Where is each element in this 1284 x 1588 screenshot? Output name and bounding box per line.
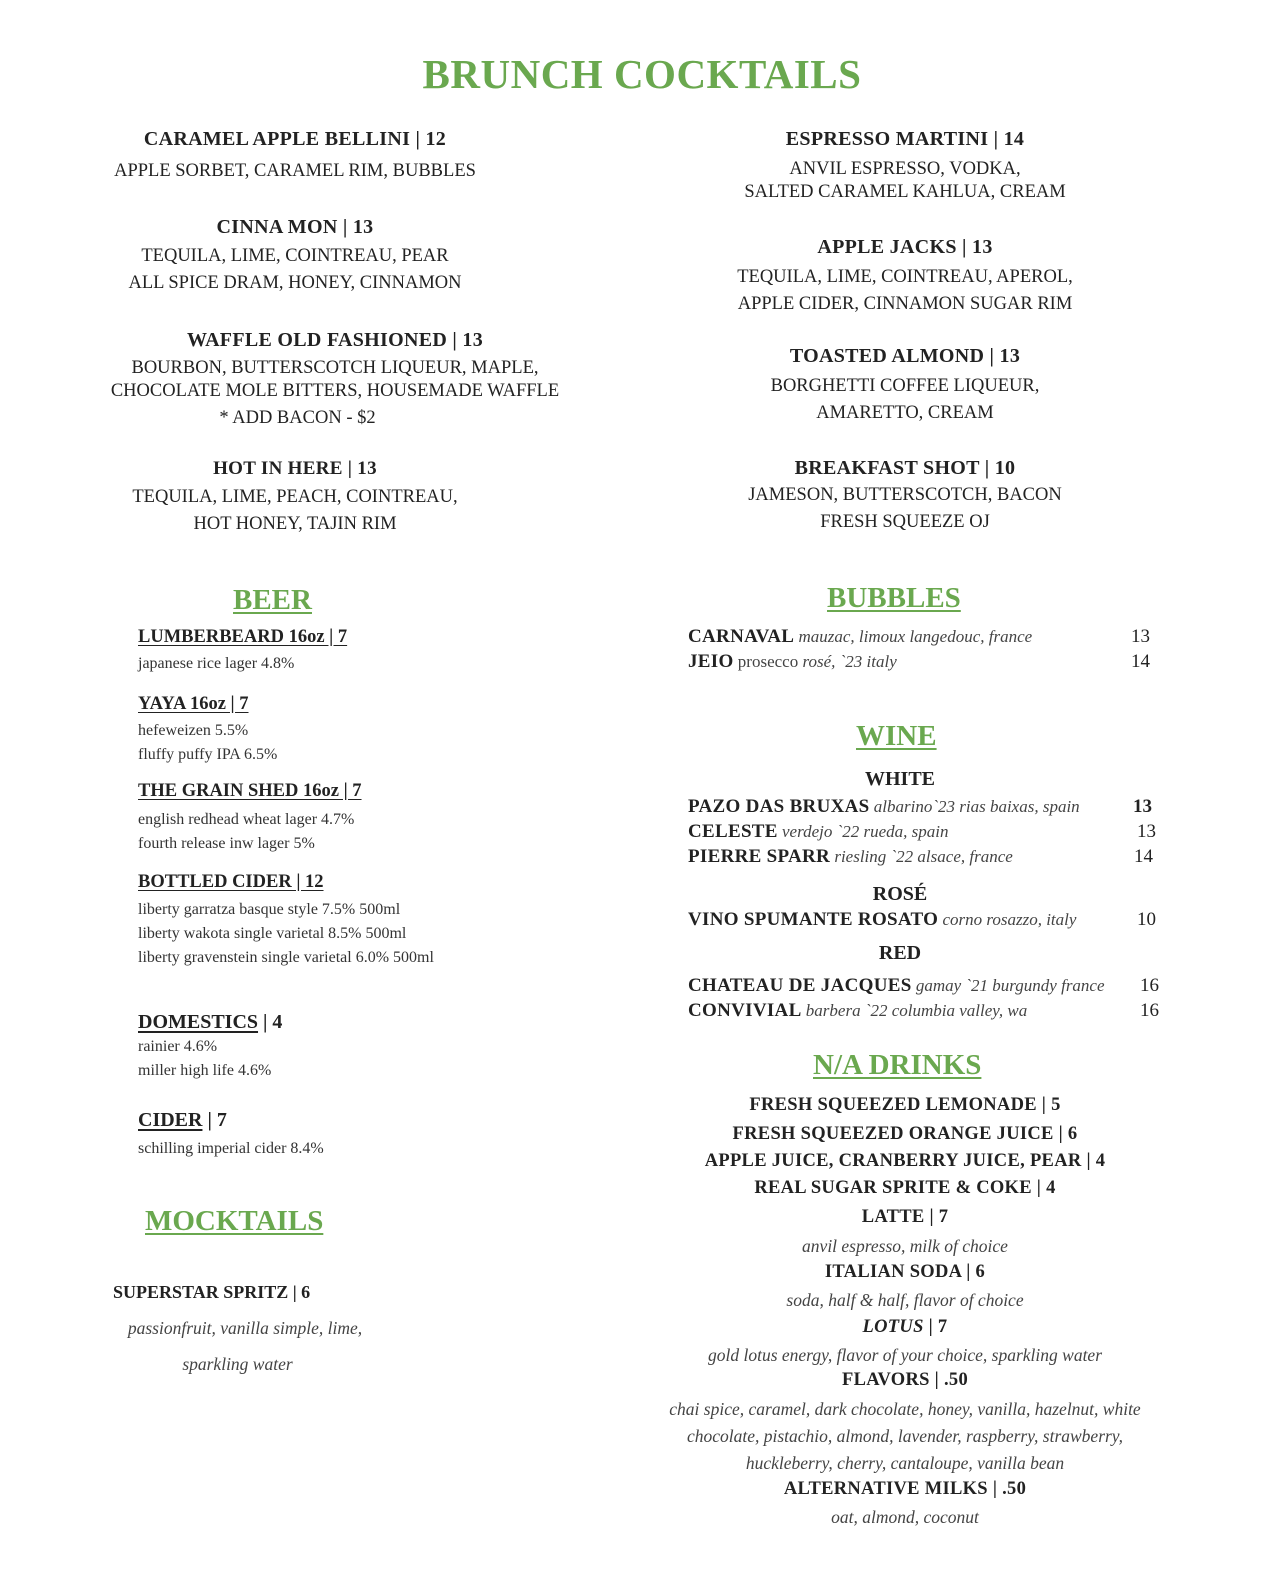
cocktail-name: HOT IN HERE | 13 (213, 458, 377, 479)
beer-desc: miller high life 4.6% (138, 1062, 272, 1079)
cocktail-desc: JAMESON, BUTTERSCOTCH, BACON (748, 485, 1062, 505)
cocktail-desc: SALTED CARAMEL KAHLUA, CREAM (744, 182, 1066, 202)
wine-item: PAZO DAS BRUXAS albarino`23 rias baixas, spain (688, 796, 1080, 817)
na-desc: chocolate, pistachio, almond, lavender, raspberry, strawberry, (686, 1426, 1123, 1446)
beer-desc: liberty garratza basque style 7.5% 500ml (138, 901, 401, 918)
na-heading: N/A DRINKS (813, 1049, 982, 1081)
beer-desc: hefeweizen 5.5% (138, 722, 249, 739)
cocktail-name: ESPRESSO MARTINI | 14 (785, 128, 1025, 150)
beer-name: CIDER | 7 (138, 1109, 227, 1131)
cocktail-name: WAFFLE OLD FASHIONED | 13 (186, 329, 483, 351)
na-desc: gold lotus energy, flavor of your choice, sparkling water (707, 1345, 1103, 1365)
na-item: APPLE JUICE, CRANBERRY JUICE, PEAR | 4 (704, 1151, 1106, 1171)
cocktail-desc: AMARETTO, CREAM (816, 403, 994, 423)
wine-item: PIERRE SPARR riesling `22 alsace, france (688, 846, 1013, 867)
wine-price: 14 (1134, 846, 1153, 867)
cocktail-desc: APPLE SORBET, CARAMEL RIM, BUBBLES (114, 161, 476, 181)
cocktail-desc: TEQUILA, LIME, COINTREAU, PEAR (141, 246, 449, 266)
wine-subheading-white: WHITE (864, 768, 936, 790)
beer-name: BOTTLED CIDER | 12 (138, 872, 324, 892)
beer-desc: english redhead wheat lager 4.7% (138, 811, 355, 828)
cocktail-name: CINNA MON | 13 (216, 216, 374, 238)
cocktail-name: BREAKFAST SHOT | 10 (794, 457, 1016, 479)
mocktails-heading: MOCKTAILS (145, 1205, 324, 1237)
cocktail-desc: CHOCOLATE MOLE BITTERS, HOUSEMADE WAFFLE (110, 381, 560, 401)
cocktail-desc: TEQUILA, LIME, COINTREAU, APEROL, (737, 267, 1073, 287)
cocktail-desc: BORGHETTI COFFEE LIQUEUR, (770, 376, 1040, 396)
na-item: FRESH SQUEEZED LEMONADE | 5 (749, 1095, 1061, 1115)
na-item: FRESH SQUEEZED ORANGE JUICE | 6 (732, 1124, 1078, 1144)
cocktail-desc: BOURBON, BUTTERSCOTCH LIQUEUR, MAPLE, (131, 358, 539, 378)
cocktail-desc: * ADD BACON - $2 (219, 408, 376, 428)
beer-name: DOMESTICS | 4 (138, 1011, 283, 1033)
cocktail-desc: HOT HONEY, TAJIN RIM (193, 514, 397, 534)
cocktail-desc: ANVIL ESPRESSO, VODKA, (789, 159, 1021, 179)
na-item: REAL SUGAR SPRITE & COKE | 4 (754, 1178, 1056, 1198)
wine-subheading-red: RED (878, 942, 922, 964)
wine-heading: WINE (856, 720, 937, 752)
beer-name: LUMBERBEARD 16oz | 7 (138, 627, 348, 647)
beer-heading: BEER (233, 584, 312, 616)
bubbles-item: JEIO prosecco rosé, `23 italy (688, 651, 897, 672)
wine-subheading-rose: ROSÉ (872, 883, 928, 905)
mocktail-desc: passionfruit, vanilla simple, lime, (127, 1318, 363, 1338)
na-desc: soda, half & half, flavor of choice (786, 1290, 1024, 1310)
wine-price: 10 (1137, 909, 1156, 930)
wine-price: 16 (1140, 1000, 1159, 1021)
na-item: ITALIAN SODA | 6 (824, 1262, 986, 1282)
cocktail-name: TOASTED ALMOND | 13 (789, 345, 1021, 367)
beer-desc: fluffy puffy IPA 6.5% (138, 746, 278, 763)
wine-item: CONVIVIAL barbera `22 columbia valley, wa (688, 1000, 1028, 1021)
beer-desc: schilling imperial cider 8.4% (138, 1140, 324, 1157)
beer-desc: rainier 4.6% (138, 1038, 218, 1055)
wine-item: CELESTE verdejo `22 rueda, spain (688, 821, 949, 842)
beer-name: THE GRAIN SHED 16oz | 7 (138, 781, 362, 801)
wine-item: CHATEAU DE JACQUES gamay `21 burgundy france (688, 975, 1105, 996)
beer-desc: liberty wakota single varietal 8.5% 500ml (138, 925, 407, 942)
na-item: ALTERNATIVE MILKS | .50 (783, 1479, 1027, 1499)
wine-price: 13 (1133, 796, 1152, 817)
cocktail-desc: ALL SPICE DRAM, HONEY, CINNAMON (128, 273, 462, 293)
bubbles-heading: BUBBLES (827, 582, 961, 614)
na-item: FLAVORS | .50 (842, 1370, 968, 1390)
na-item: LOTUS | 7 (862, 1317, 948, 1337)
bubbles-item: CARNAVAL mauzac, limoux langedouc, france (688, 626, 1033, 647)
cocktail-name: APPLE JACKS | 13 (817, 236, 993, 258)
bubbles-price: 14 (1131, 651, 1150, 672)
cocktail-desc: APPLE CIDER, CINNAMON SUGAR RIM (737, 294, 1073, 314)
mocktail-desc: sparkling water (182, 1354, 293, 1374)
wine-price: 16 (1140, 975, 1159, 996)
page-title: BRUNCH COCKTAILS (422, 51, 862, 97)
cocktail-desc: FRESH SQUEEZE OJ (820, 512, 990, 532)
na-desc: chai spice, caramel, dark chocolate, honey, vanilla, hazelnut, white (669, 1399, 1141, 1419)
na-desc: huckleberry, cherry, cantaloupe, vanilla bean (745, 1453, 1065, 1473)
na-item: LATTE | 7 (861, 1207, 949, 1227)
beer-desc: fourth release inw lager 5% (138, 835, 315, 852)
cocktail-name: CARAMEL APPLE BELLINI | 12 (143, 128, 447, 150)
beer-name: YAYA 16oz | 7 (138, 694, 249, 714)
bubbles-price: 13 (1131, 626, 1150, 647)
beer-desc: japanese rice lager 4.8% (138, 655, 295, 672)
wine-price: 13 (1137, 821, 1156, 842)
cocktail-desc: TEQUILA, LIME, PEACH, COINTREAU, (132, 487, 458, 507)
na-desc: oat, almond, coconut (831, 1507, 979, 1527)
na-desc: anvil espresso, milk of choice (802, 1236, 1008, 1256)
beer-desc: liberty gravenstein single varietal 6.0% 500ml (138, 949, 434, 966)
mocktail-name: SUPERSTAR SPRITZ | 6 (113, 1282, 311, 1302)
wine-item: VINO SPUMANTE ROSATO corno rosazzo, italy (688, 909, 1077, 930)
